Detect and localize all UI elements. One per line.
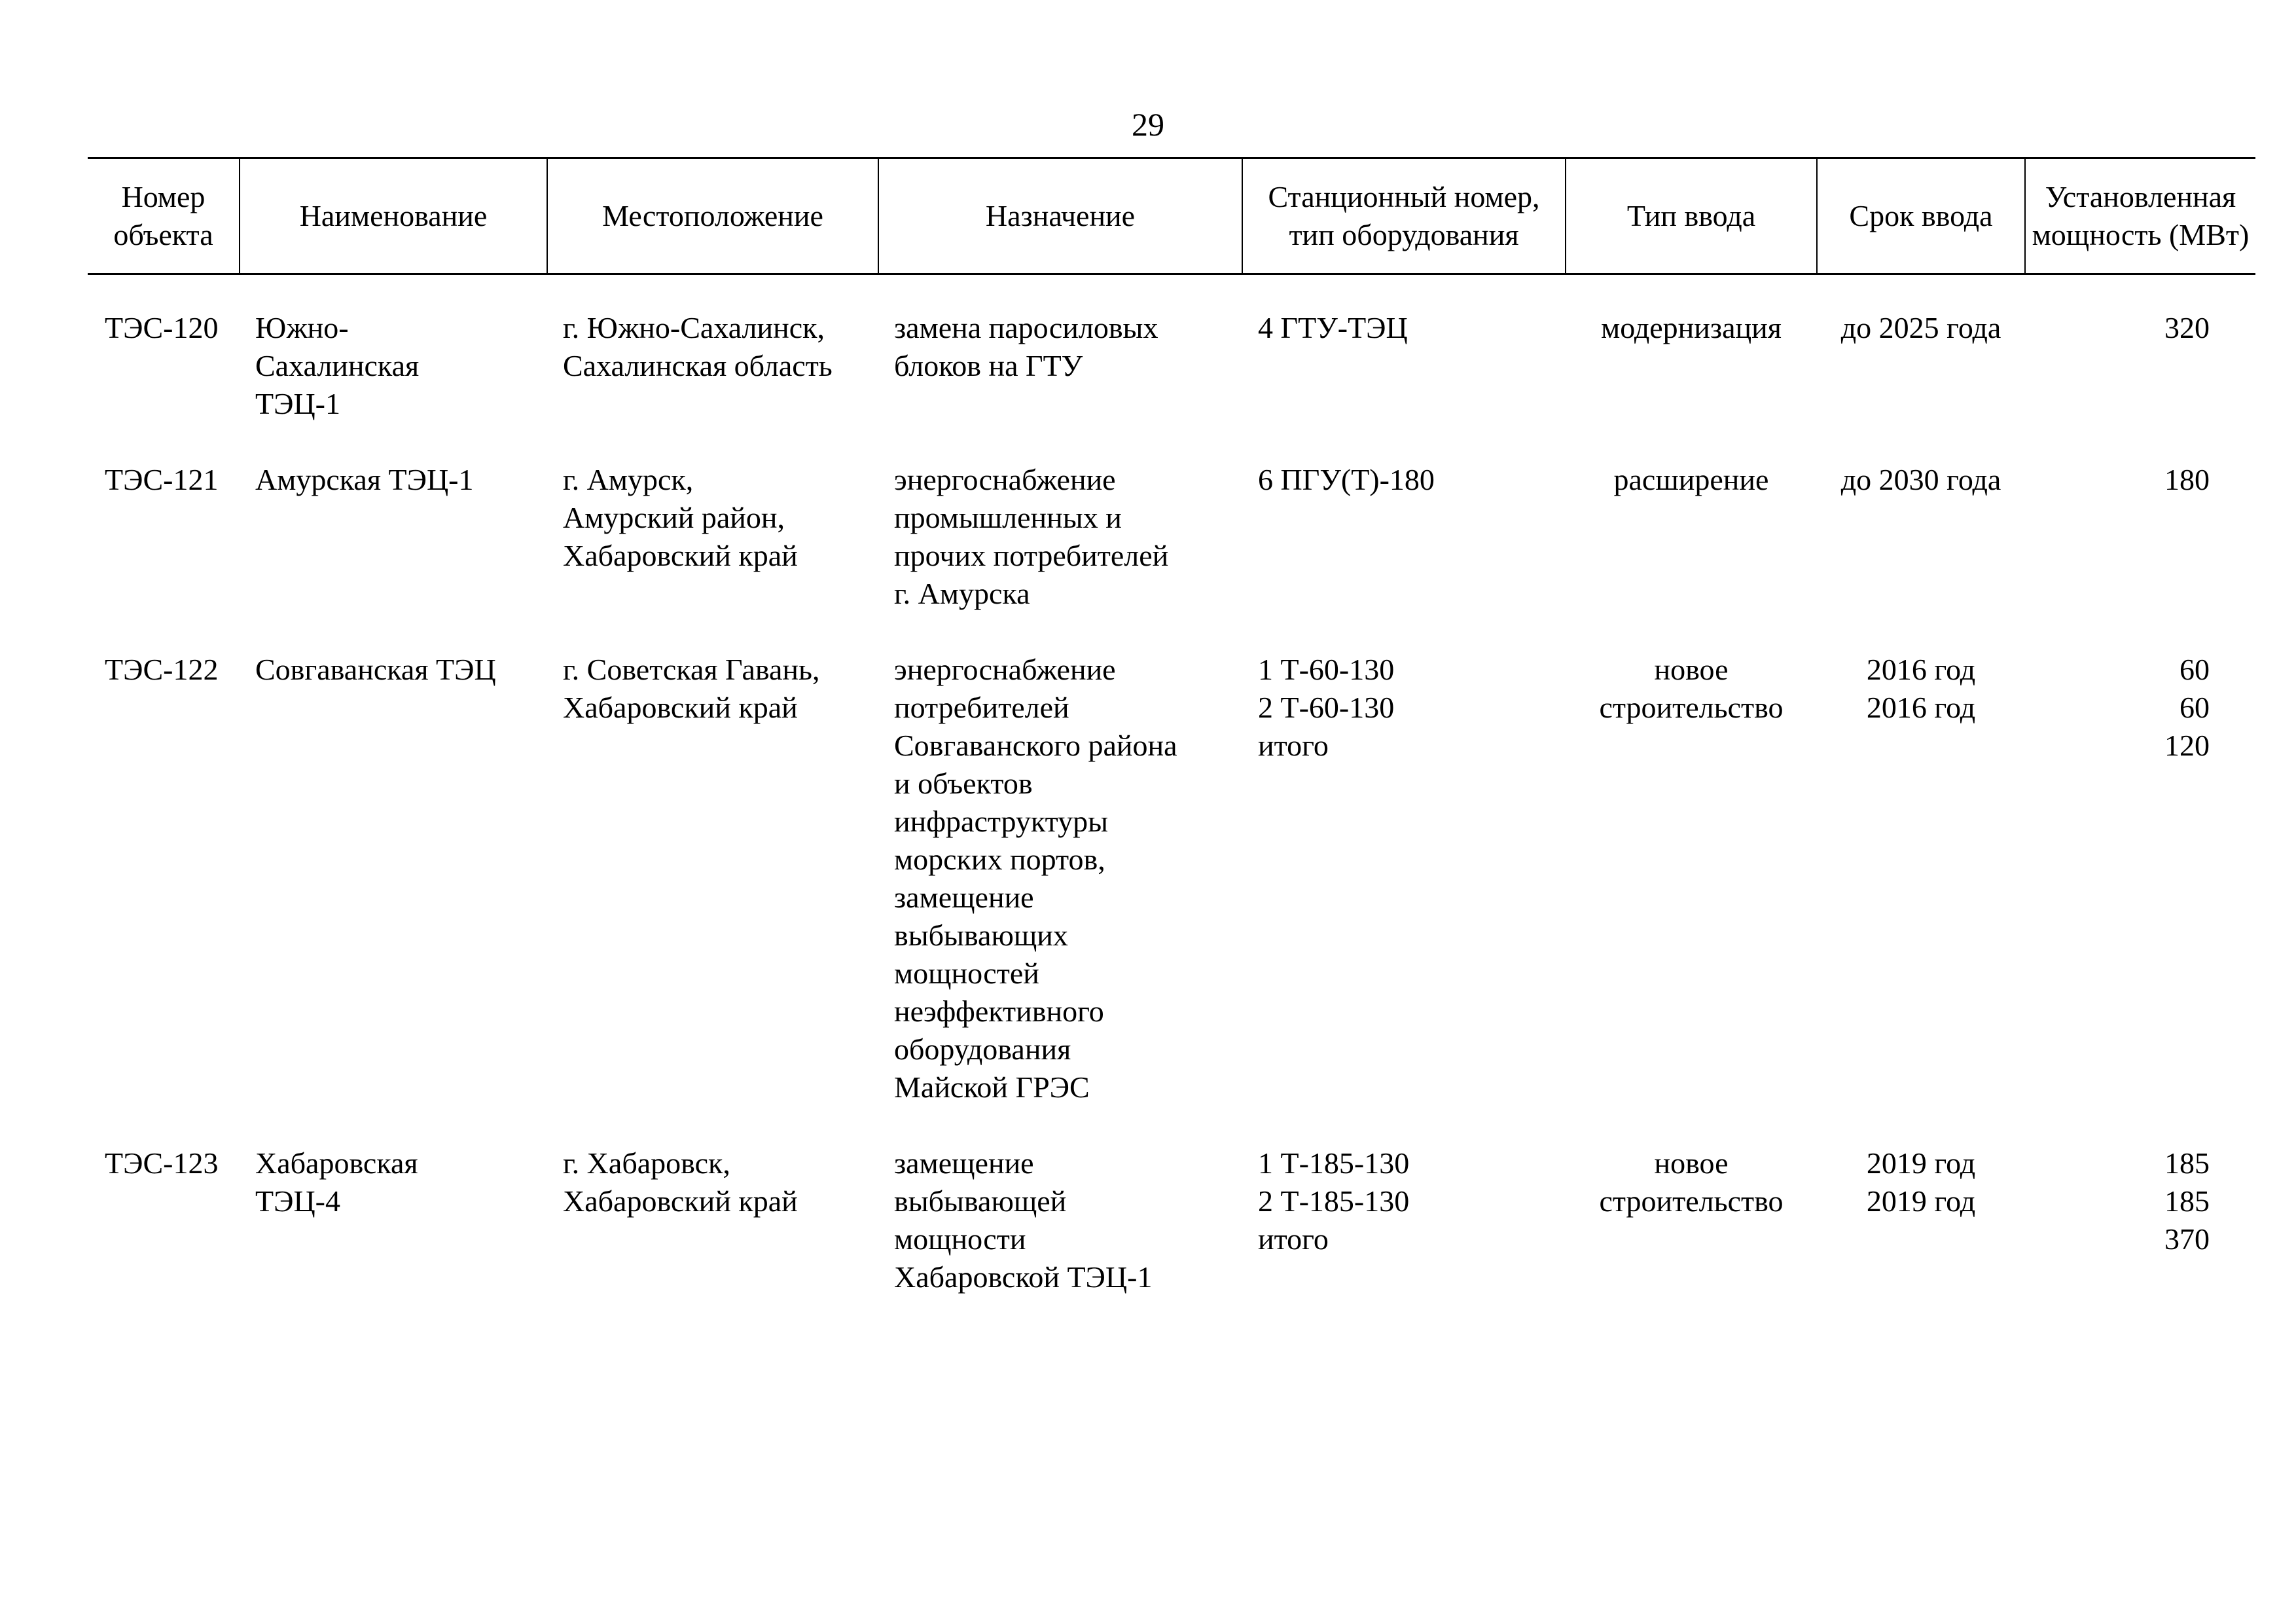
cell-name-line: Южно- <box>255 311 349 344</box>
cell-input-type <box>1566 1144 1817 1334</box>
cell-name <box>240 651 547 1144</box>
table-row <box>88 461 2255 651</box>
cell-equipment-line: 1 Т-185-130 <box>1258 1146 1410 1180</box>
cell-equipment <box>1242 461 1566 651</box>
header-term: Срок ввода <box>1817 158 2025 274</box>
cell-location-line: Сахалинская область <box>563 349 833 382</box>
cell-capacity-line: 185 <box>2164 1184 2210 1218</box>
cell-purpose-line: энергоснабжение <box>894 653 1116 686</box>
cell-term <box>1817 1144 2025 1334</box>
cell-equipment-line: 1 Т-60-130 <box>1258 653 1395 686</box>
cell-purpose-line: и объектов <box>894 767 1033 800</box>
cell-purpose-line: блоков на ГТУ <box>894 349 1083 382</box>
cell-equipment-line: итого <box>1258 1222 1329 1256</box>
cell-term-line: 2016 год <box>1866 653 1976 686</box>
header-spacer <box>88 274 2255 310</box>
cell-capacity-line: 60 <box>2179 653 2210 686</box>
cell-num: ТЭС-122 <box>105 653 219 686</box>
cell-capacity-line: 60 <box>2179 691 2210 724</box>
cell-term-line: 2019 год <box>1866 1184 1976 1218</box>
cell-name-line: Совгаванская ТЭЦ <box>255 653 496 686</box>
page-number: 29 <box>1132 106 1164 143</box>
cell-name-line: Амурская ТЭЦ-1 <box>255 463 474 496</box>
cell-input-type-line: строительство <box>1599 691 1784 724</box>
header-equipment: Станционный номер, тип оборудования <box>1242 158 1566 274</box>
table-row <box>88 309 2255 461</box>
cell-capacity <box>2025 651 2255 1144</box>
cell-purpose-line: оборудования <box>894 1032 1071 1066</box>
cell-equipment <box>1242 309 1566 461</box>
table-body <box>88 274 2255 1335</box>
cell-purpose <box>878 651 1242 1144</box>
cell-location-line: г. Амурск, <box>563 463 694 496</box>
cell-location-line: г. Южно-Сахалинск, <box>563 311 825 344</box>
header-purpose: Назначение <box>878 158 1242 274</box>
cell-purpose-line: инфраструктуры <box>894 805 1109 838</box>
cell-equipment-line: 6 ПГУ(Т)-180 <box>1258 463 1435 496</box>
header-name: Наименование <box>240 158 547 274</box>
cell-purpose-line: замена паросиловых <box>894 311 1158 344</box>
table-row <box>88 651 2255 1144</box>
cell-capacity <box>2025 309 2255 461</box>
cell-purpose-line: мощностей <box>894 957 1039 990</box>
cell-name <box>240 1144 547 1334</box>
cell-purpose-line: энергоснабжение <box>894 463 1116 496</box>
cell-name <box>240 309 547 461</box>
cell-input-type <box>1566 651 1817 1144</box>
cell-name-line: Хабаровская <box>255 1146 418 1180</box>
table-header <box>88 158 2255 274</box>
cell-purpose <box>878 1144 1242 1334</box>
cell-name-line: ТЭЦ-4 <box>255 1184 341 1218</box>
cell-purpose-line: Майской ГРЭС <box>894 1070 1090 1104</box>
cell-capacity-line: 180 <box>2164 463 2210 496</box>
header-input-type: Тип ввода <box>1566 158 1817 274</box>
cell-purpose-line: неэффективного <box>894 994 1104 1028</box>
cell-num: ТЭС-120 <box>105 311 219 344</box>
cell-term-line: до 2030 года <box>1840 463 2001 496</box>
cell-purpose-line: выбывающей <box>894 1184 1067 1218</box>
cell-equipment <box>1242 651 1566 1144</box>
cell-num: ТЭС-123 <box>105 1146 219 1180</box>
cell-purpose-line: Совгаванского района <box>894 729 1177 762</box>
cell-capacity-line: 320 <box>2164 311 2210 344</box>
table <box>88 157 2255 1334</box>
cell-location <box>547 461 878 651</box>
cell-equipment-line: 4 ГТУ-ТЭЦ <box>1258 311 1408 344</box>
table-row <box>88 1144 2255 1334</box>
cell-input-type <box>1566 309 1817 461</box>
cell-location-line: Хабаровский край <box>563 539 798 572</box>
cell-purpose-line: мощности <box>894 1222 1026 1256</box>
cell-capacity-line: 370 <box>2164 1222 2210 1256</box>
cell-capacity-line: 120 <box>2164 729 2210 762</box>
header-location: Местоположение <box>547 158 878 274</box>
cell-purpose-line: выбывающих <box>894 919 1068 952</box>
cell-purpose-line: морских портов, <box>894 843 1105 876</box>
cell-name-line: Сахалинская <box>255 349 420 382</box>
cell-term <box>1817 651 2025 1144</box>
cell-location-line: Хабаровский край <box>563 1184 798 1218</box>
cell-equipment <box>1242 1144 1566 1334</box>
cell-capacity <box>2025 461 2255 651</box>
cell-term-line: 2016 год <box>1866 691 1976 724</box>
cell-location-line: Амурский район, <box>563 501 785 534</box>
cell-purpose <box>878 309 1242 461</box>
cell-input-type <box>1566 461 1817 651</box>
cell-input-type-line: строительство <box>1599 1184 1784 1218</box>
header-capacity: Установленная мощность (МВт) <box>2025 158 2255 274</box>
cell-purpose-line: Хабаровской ТЭЦ-1 <box>894 1260 1153 1294</box>
cell-term-line: 2019 год <box>1866 1146 1976 1180</box>
cell-purpose-line: г. Амурска <box>894 577 1030 610</box>
power-plants-table <box>88 157 2255 1334</box>
cell-purpose-line: промышленных и <box>894 501 1122 534</box>
cell-purpose-line: прочих потребителей <box>894 539 1169 572</box>
cell-capacity <box>2025 1144 2255 1334</box>
cell-input-type-line: модернизация <box>1601 311 1782 344</box>
cell-term-line: до 2025 года <box>1840 311 2001 344</box>
cell-name-line: ТЭЦ-1 <box>255 387 341 420</box>
cell-location-line: г. Хабаровск, <box>563 1146 730 1180</box>
cell-purpose-line: потребителей <box>894 691 1069 724</box>
cell-term <box>1817 309 2025 461</box>
cell-purpose-line: замещение <box>894 881 1034 914</box>
cell-input-type-line: новое <box>1654 653 1729 686</box>
cell-input-type-line: новое <box>1654 1146 1729 1180</box>
header-row <box>88 158 2255 274</box>
cell-equipment-line: итого <box>1258 729 1329 762</box>
cell-name <box>240 461 547 651</box>
cell-input-type-line: расширение <box>1613 463 1769 496</box>
cell-location-line: г. Советская Гавань, <box>563 653 820 686</box>
cell-location <box>547 651 878 1144</box>
header-num: Номер объекта <box>88 158 240 274</box>
cell-equipment-line: 2 Т-60-130 <box>1258 691 1395 724</box>
cell-purpose <box>878 461 1242 651</box>
cell-capacity-line: 185 <box>2164 1146 2210 1180</box>
cell-term <box>1817 461 2025 651</box>
cell-num: ТЭС-121 <box>105 463 219 496</box>
cell-location <box>547 309 878 461</box>
cell-equipment-line: 2 Т-185-130 <box>1258 1184 1410 1218</box>
cell-location <box>547 1144 878 1334</box>
cell-location-line: Хабаровский край <box>563 691 798 724</box>
cell-purpose-line: замещение <box>894 1146 1034 1180</box>
